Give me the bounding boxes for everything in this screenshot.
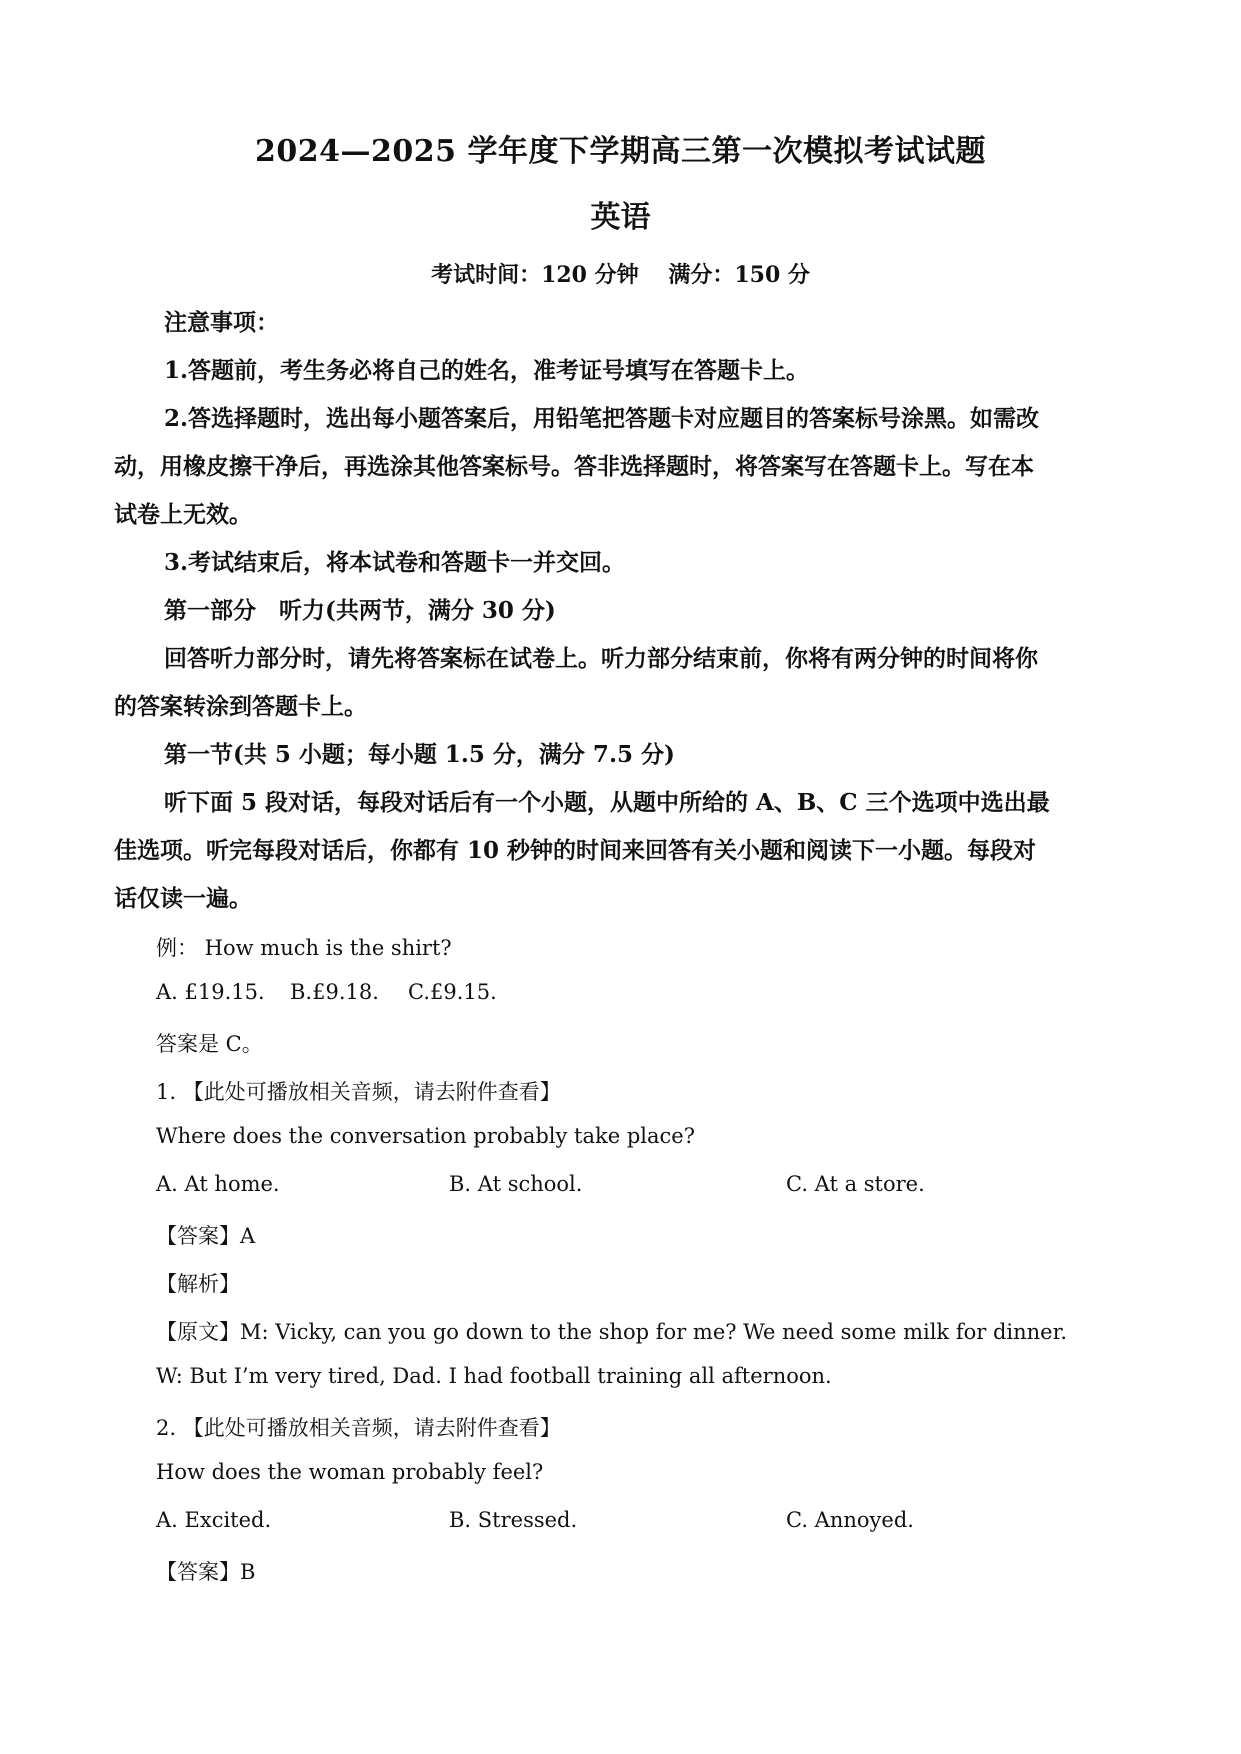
q2-option-c: C. Annoyed. (786, 1508, 914, 1532)
notes-heading: 注意事项： (164, 309, 279, 336)
exam-title: 2024—2025 学年度下学期高三第一次模拟考试试题 (255, 134, 986, 169)
notes-item-2-line-1: 2.答选择题时，选出每小题答案后，用铅笔把答题卡对应题目的答案标号涂黑。如需改 (164, 405, 1040, 432)
exam-time: 考试时间：120 分钟 (431, 262, 639, 288)
q2-audio-note: 2. 【此处可播放相关音频，请去附件查看】 (156, 1416, 561, 1440)
section1-intro-line-3: 话仅读一遍。 (114, 885, 252, 912)
example-option-a: A. £19.15. (156, 980, 265, 1004)
section1-intro-line-2: 佳选项。听完每段对话后，你都有 10 秒钟的时间来回答有关小题和阅读下一小题。每段对 (114, 837, 1037, 864)
notes-item-1: 1.答题前，考生务必将自己的姓名，准考证号填写在答题卡上。 (164, 357, 810, 384)
example-question: 例： How much is the shirt? (156, 936, 452, 960)
example-option-c: C.£9.15. (408, 980, 497, 1004)
q1-question: Where does the conversation probably take place? (156, 1124, 695, 1148)
q1-transcript-line-1: 【原文】M: Vicky, can you go down to the shop for me? We need some milk for dinner. (156, 1320, 1068, 1344)
section1-heading: 第一节(共 5 小题；每小题 1.5 分，满分 7.5 分) (164, 741, 675, 768)
q1-transcript-line-2: W: But I’m very tired, Dad. I had football training all afternoon. (156, 1364, 832, 1388)
notes-item-2-line-2: 动，用橡皮擦干净后，再选涂其他答案标号。答非选择题时，将答案写在答题卡上。写在本 (114, 453, 1034, 480)
q1-audio-note: 1. 【此处可播放相关音频，请去附件查看】 (156, 1080, 561, 1104)
part1-intro-line-2: 的答案转涂到答题卡上。 (114, 693, 367, 720)
notes-item-3: 3.考试结束后，将本试卷和答题卡一并交回。 (164, 549, 626, 576)
q1-answer: 【答案】A (156, 1224, 256, 1248)
exam-info (0, 258, 1241, 289)
q1-option-b: B. At school. (449, 1172, 583, 1196)
q2-question: How does the woman probably feel? (156, 1460, 544, 1484)
q1-option-a: A. At home. (156, 1172, 280, 1196)
exam-score: 满分：150 分 (668, 262, 810, 288)
q2-answer: 【答案】B (156, 1560, 256, 1584)
part1-heading: 第一部分 听力(共两节，满分 30 分) (164, 597, 556, 624)
q2-option-b: B. Stressed. (449, 1508, 578, 1532)
example-option-b: B.£9.18. (290, 980, 379, 1004)
q2-option-a: A. Excited. (156, 1508, 272, 1532)
subject-title: 英语 (590, 200, 651, 235)
q1-option-c: C. At a store. (786, 1172, 925, 1196)
example-answer: 答案是 C。 (156, 1032, 263, 1056)
part1-intro-line-1: 回答听力部分时，请先将答案标在试卷上。听力部分结束前，你将有两分钟的时间将你 (164, 645, 1038, 672)
notes-item-2-line-3: 试卷上无效。 (114, 501, 252, 528)
section1-intro-line-1: 听下面 5 段对话，每段对话后有一个小题，从题中所给的 A、B、C 三个选项中选出最 (164, 789, 1050, 816)
q1-analysis: 【解析】 (156, 1272, 240, 1296)
